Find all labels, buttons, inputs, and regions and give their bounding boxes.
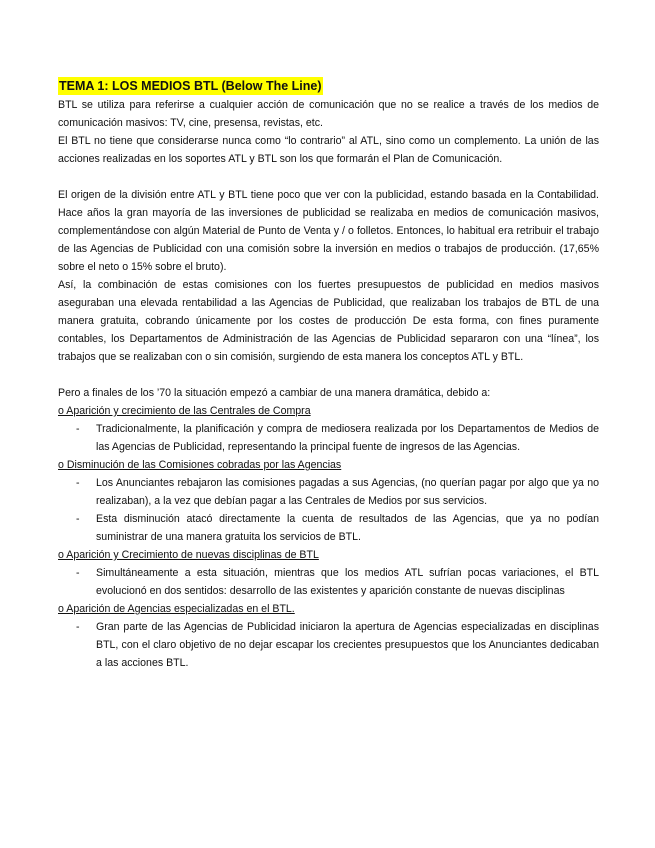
section-heading: o Disminución de las Comisiones cobradas por las Agencias: [58, 459, 342, 471]
dash-bullet-icon: -: [76, 423, 80, 435]
list-item: [58, 618, 599, 672]
origin-paragraph: El origen de la división entre ATL y BTL tiene poco que ver con la publicidad, estando basada en la Contabilidad. Hace años la gran mayoría de las inversiones de publicidad se realizaba en medios de comunicación masivos, complementándose con algún Material de Punto de Venta y / o folletos. Entonces, lo habitual era retribuir el trabajo de las Agencias de Publicidad con una comisión sobre la inversión en medios o trabajos de producción. (17,65% sobre el neto o 15% sobre el bruto).: [58, 189, 599, 273]
section: [58, 402, 599, 456]
section-heading: o Aparición de Agencias especializadas en el BTL.: [58, 603, 295, 615]
section: [58, 600, 599, 672]
section: [58, 546, 599, 600]
list-item-text: Gran parte de las Agencias de Publicidad iniciaron la apertura de Agencias especializadas en disciplinas BTL, con el claro objetivo de no dejar escapar los crecientes presupuestos que los Anunciantes dedicaban a las acciones BTL.: [96, 621, 599, 669]
bullet-list: [58, 618, 599, 672]
page-title: TEMA 1: LOS MEDIOS BTL (Below The Line): [59, 79, 322, 93]
dash-bullet-icon: -: [76, 513, 80, 525]
section: [58, 456, 599, 546]
paragraph-gap: [58, 366, 599, 384]
change-intro: Pero a finales de los ’70 la situación empezó a cambiar de una manera dramática, debido a:: [58, 387, 491, 399]
list-item: [58, 420, 599, 456]
bullet-list: [58, 420, 599, 456]
intro-paragraph: El BTL no tiene que considerarse nunca como “lo contrario” al ATL, sino como un complemento. La unión de las acciones realizadas en los soportes ATL y BTL son los que formarán el Plan de Comunicación.: [58, 135, 599, 165]
paragraph-gap: [58, 168, 599, 186]
list-item-text: Simultáneamente a esta situación, mientras que los medios ATL sufrían pocas variaciones, el BTL evolucionó en dos sentidos: desarrollo de las existentes y aparición constante de nuevas disciplinas: [96, 567, 599, 597]
list-item-text: Esta disminución atacó directamente la cuenta de resultados de las Agencias, que ya no podían suministrar de una manera gratuita los servicios de BTL.: [96, 513, 599, 543]
dash-bullet-icon: -: [76, 621, 80, 633]
origin-paragraph: Así, la combinación de estas comisiones con los fuertes presupuestos de publicidad en medios masivos aseguraban una elevada rentabilidad a las Agencias de Publicidad, que realizaban los trabajos de BTL de una manera gratuita, cobrando únicamente por los costes de producción De esta forma, con fines puramente contables, los Departamentos de Administración de las Agencias de Publicidad separaron con una “línea”, los trabajos que se realizaban con o sin comisión, surgiendo de esta manera los conceptos ATL y BTL.: [58, 279, 599, 363]
list-item: [58, 474, 599, 510]
bullet-list: [58, 564, 599, 600]
dash-bullet-icon: -: [76, 567, 80, 579]
section-heading: o Aparición y crecimiento de las Centrales de Compra: [58, 405, 311, 417]
list-item-text: Los Anunciantes rebajaron las comisiones pagadas a sus Agencias, (no querían pagar por algo que ya no realizaban), a la vez que debían pagar a las Centrales de Medios por sus servicios.: [96, 477, 599, 507]
bullet-list: [58, 474, 599, 546]
list-item-text: Tradicionalmente, la planificación y compra de mediosera realizada por los Departamentos de Medios de las Agencias de Publicidad, representando la principal fuente de ingresos de las Agencias.: [96, 423, 599, 453]
list-item: [58, 564, 599, 600]
section-heading: o Aparición y Crecimiento de nuevas disciplinas de BTL: [58, 549, 319, 561]
list-item: [58, 510, 599, 546]
document-page: [58, 77, 599, 672]
dash-bullet-icon: -: [76, 477, 80, 489]
intro-paragraph: BTL se utiliza para referirse a cualquier acción de comunicación que no se realice a través de los medios de comunicación masivos: TV, cine, presensa, revistas, etc.: [58, 99, 599, 129]
